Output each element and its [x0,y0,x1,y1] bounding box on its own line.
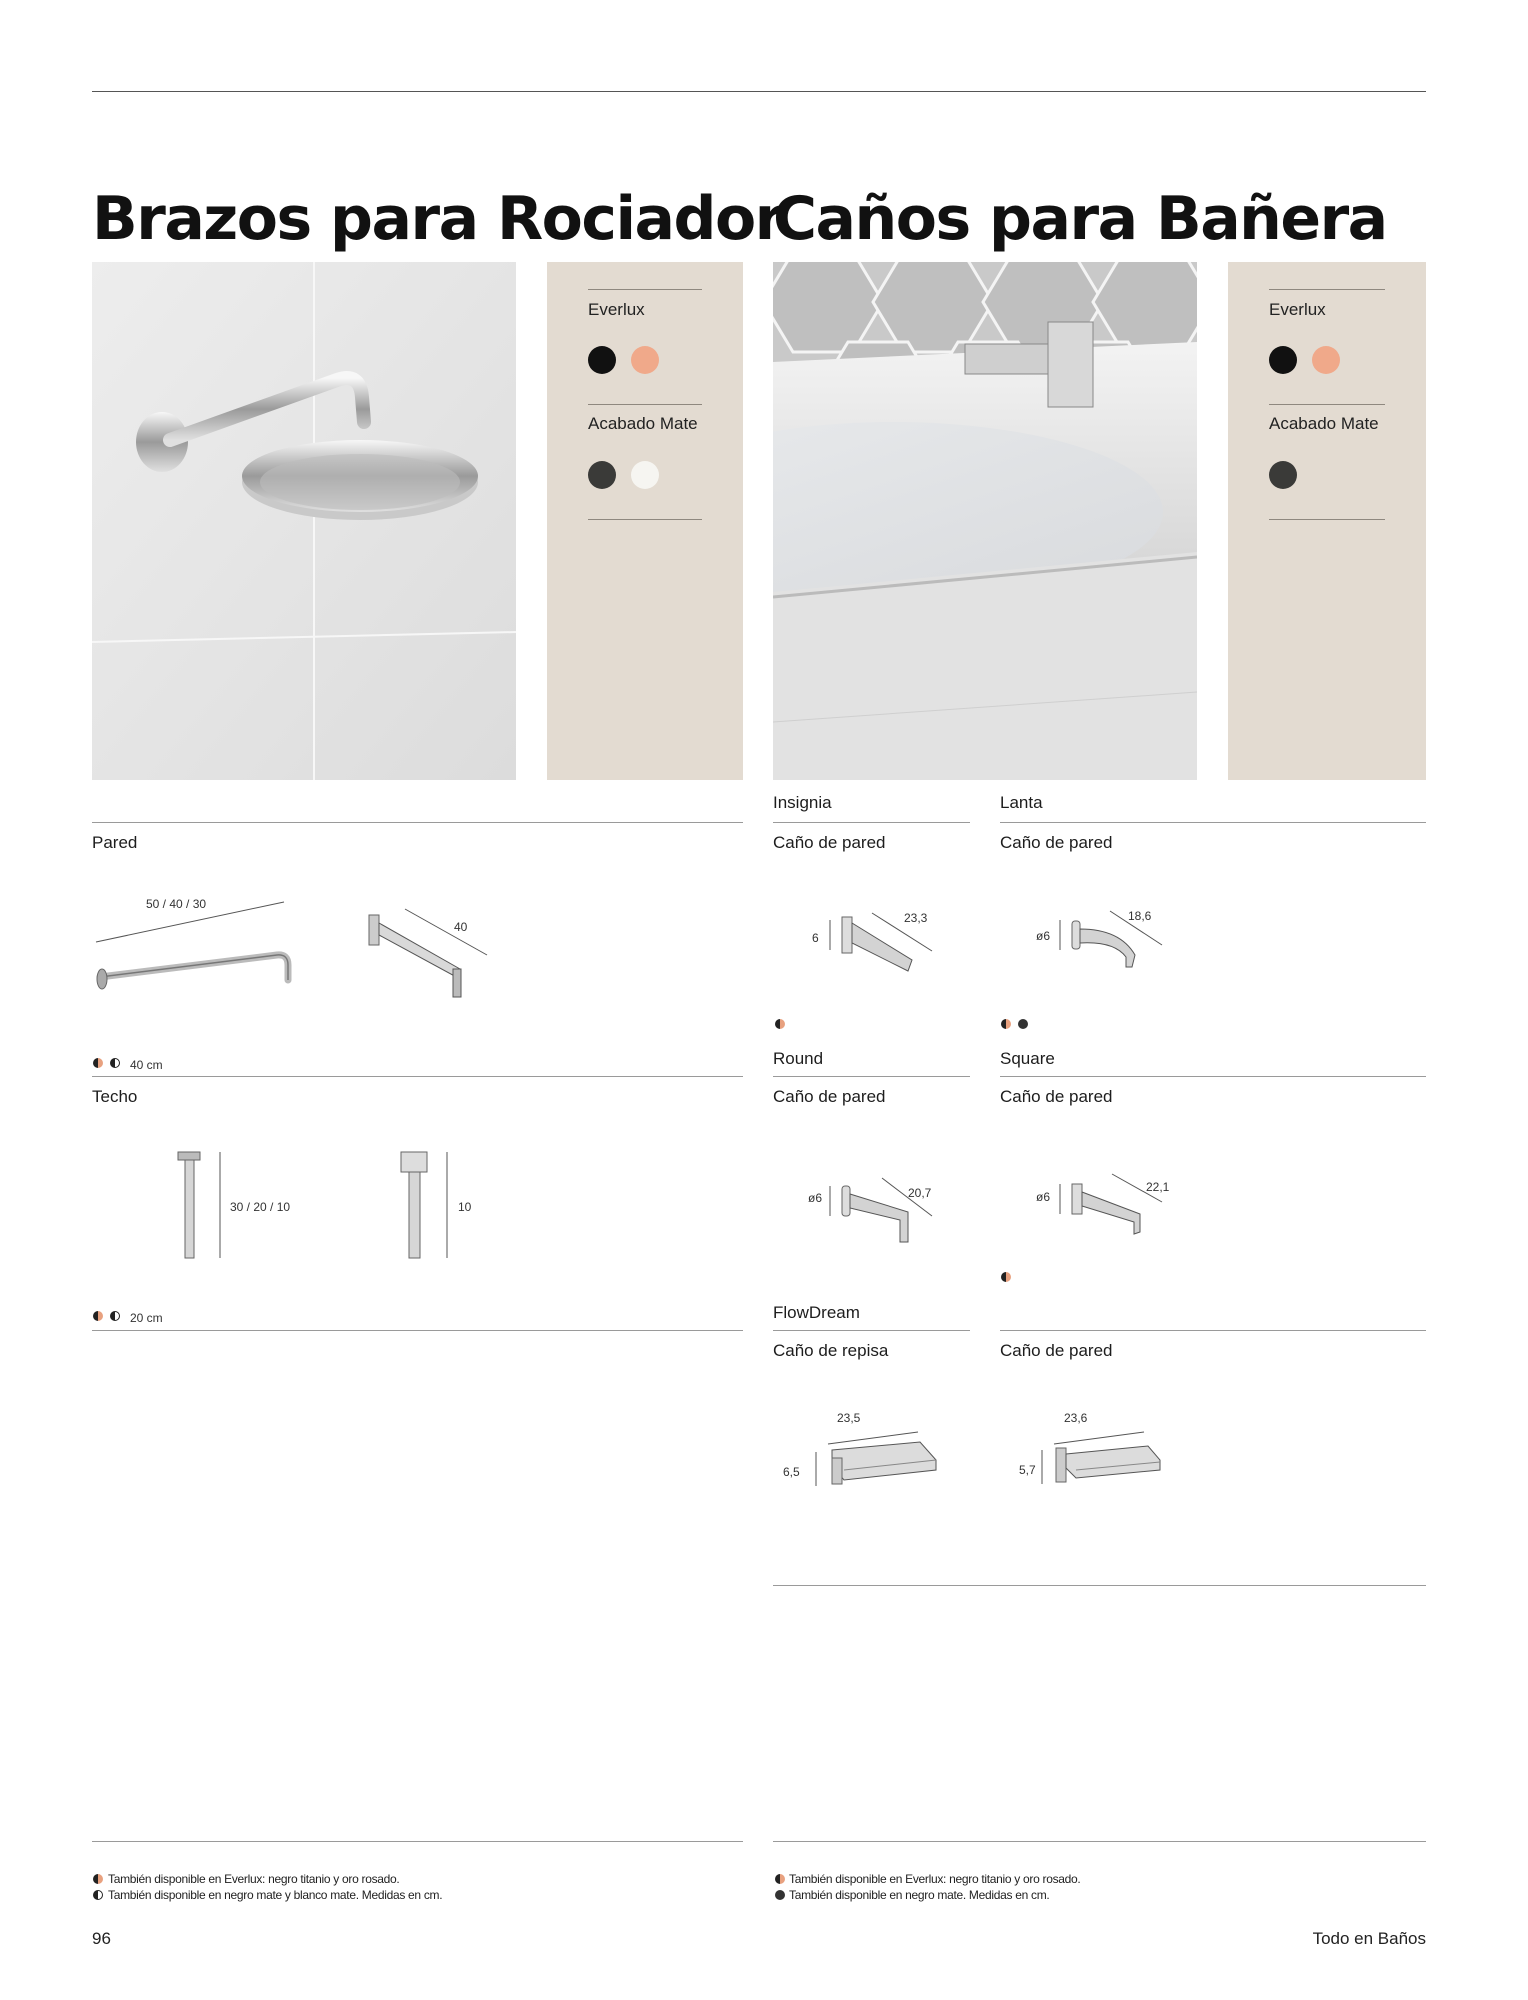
product-rule [773,822,970,823]
swatch-rose-gold-icon [1312,346,1340,374]
product-rule [1000,822,1426,823]
finishes-panel-right [1228,262,1426,780]
finish-label-mate: Acabado Mate [1269,414,1379,433]
section-rule [92,1330,743,1331]
product-name-flowdream: FlowDream [773,1303,860,1322]
footnote-rule [92,1841,743,1842]
top-rule [92,91,1426,92]
lanta-spout-drawing [1050,905,1170,985]
page-title-right: Caños para Bañera [773,184,1387,254]
product-name-round: Round [773,1049,824,1068]
size-note-techo: 20 cm [130,1311,163,1325]
product-type: Caño de pared [1000,1341,1113,1360]
footnote-matte-right: También disponible en negro mate. Medidas en cm. [789,1888,1050,1902]
section-rule [92,1076,743,1077]
finish-label-everlux: Everlux [1269,300,1326,319]
swatch-matte-black-icon [1269,461,1297,489]
flowdream-spout-drawing [810,1430,950,1500]
swatch-black-icon [1269,346,1297,374]
matte-available-icon [775,1890,785,1900]
ceiling-arm-square-drawing [395,1148,455,1268]
dim-insignia-height: 6 [812,931,819,945]
section-label-pared: Pared [92,833,138,852]
dim-lanta-length: 18,6 [1128,909,1152,923]
dim-lanta-diameter: ø6 [1036,929,1051,943]
dim-square-length: 22,1 [1146,1180,1170,1194]
product-type: Caño de pared [773,1087,886,1106]
footer-brand: Todo en Baños [1312,1929,1426,1948]
dim-insignia-length: 23,3 [904,911,928,925]
dim-round-length: 20,7 [908,1186,932,1200]
product-rule [1000,1330,1426,1331]
dim-wall-arm-length: 50 / 40 / 30 [146,897,207,911]
size-note-pared: 40 cm [130,1058,163,1072]
page-number: 96 [92,1929,111,1948]
footnote-everlux-right: También disponible en Everlux: negro titanio y oro rosado. [789,1872,1081,1886]
footnote-rule [773,1841,1426,1842]
product-name-insignia: Insignia [773,793,832,812]
matte-available-icon [1018,1019,1028,1029]
swatch-black-icon [588,346,616,374]
matte-available-icon [110,1311,120,1321]
wall-cascade-spout-drawing [1036,1430,1176,1500]
finish-label-mate: Acabado Mate [588,414,698,433]
everlux-available-icon [775,1874,785,1884]
everlux-available-icon [1001,1272,1011,1282]
footnote-matte-left: También disponible en negro mate y blanco mate. Medidas en cm. [108,1888,443,1902]
dim-ceiling-round: 30 / 20 / 10 [230,1200,291,1214]
product-type: Caño de repisa [773,1341,889,1360]
product-type: Caño de pared [1000,1087,1113,1106]
product-rule [773,1076,970,1077]
section-label-techo: Techo [92,1087,138,1106]
matte-available-icon [93,1890,103,1900]
bathtub-spout-photo [773,262,1197,780]
product-rule [1000,1076,1426,1077]
dim-round-diameter: ø6 [808,1191,823,1205]
swatch-matte-white-icon [631,461,659,489]
page-title-left: Brazos para Rociador [92,184,783,254]
shower-arm-photo [92,262,516,780]
product-type: Caño de pared [1000,833,1113,852]
finishes-panel-left [547,262,743,780]
product-rule [773,1330,970,1331]
footnote-everlux-left: También disponible en Everlux: negro titanio y oro rosado. [108,1872,400,1886]
product-name-lanta: Lanta [1000,793,1043,812]
everlux-available-icon [93,1058,103,1068]
dim-flowdream-length: 23,5 [837,1411,861,1425]
dim-flowdream-height: 6,5 [783,1465,800,1479]
swatch-rose-gold-icon [631,346,659,374]
everlux-available-icon [93,1874,103,1884]
dim-cascade-length: 23,6 [1064,1411,1088,1425]
wall-square-arm-drawing [365,905,495,1005]
round-spout-drawing [820,1172,940,1252]
dim-square-arm-length: 40 [454,920,468,934]
dim-ceiling-square: 10 [458,1200,472,1214]
everlux-available-icon [93,1311,103,1321]
matte-available-icon [110,1058,120,1068]
section-rule [773,1585,1426,1586]
product-name-square: Square [1000,1049,1055,1068]
swatch-matte-black-icon [588,461,616,489]
dim-cascade-height: 5,7 [1019,1463,1036,1477]
product-type: Caño de pared [773,833,886,852]
ceiling-arm-round-drawing [168,1148,228,1268]
finish-label-everlux: Everlux [588,300,645,319]
section-rule [92,822,743,823]
everlux-available-icon [775,1019,785,1029]
everlux-available-icon [1001,1019,1011,1029]
dim-square-diameter: ø6 [1036,1190,1051,1204]
